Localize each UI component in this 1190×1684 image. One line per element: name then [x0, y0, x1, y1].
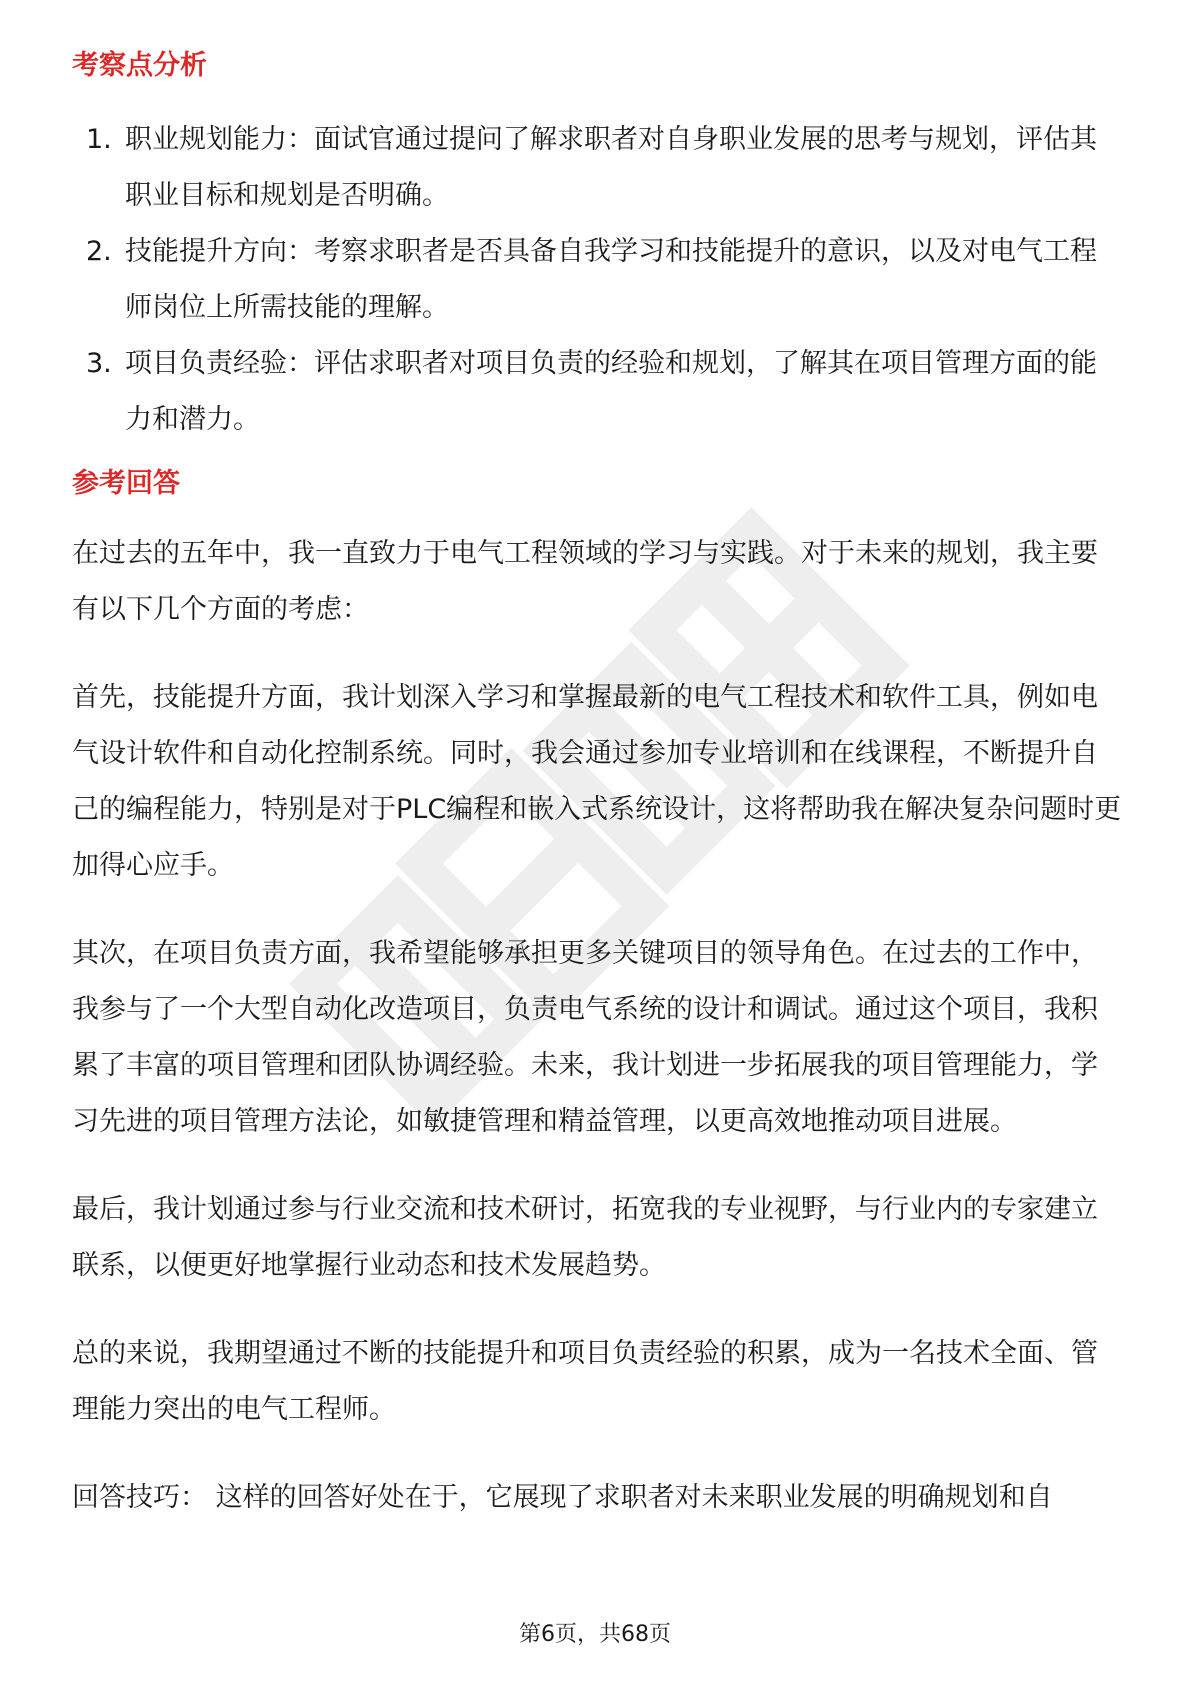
answer-paragraph: 其次，在项目负责方面，我希望能够承担更多关键项目的领导角色。在过去的工作中，我参与了一个大型自动化改造项目，负责电气系统的设计和调试。通过这个项目，我积累了丰富的项目管理和团队协调经验。未来，我计划进一步拓展我的项目管理能力，学习先进的项目管理方法论，如敏捷管理和精益管理，以更高效地推动项目进展。: [72, 938, 1098, 1137]
list-item-text: 技能提升方向：考察求职者是否具备自我学习和技能提升的意识，以及对电气工程师岗位上所需技能的理解。: [125, 236, 1097, 323]
list-item-text: 职业规划能力：面试官通过提问了解求职者对自身职业发展的思考与规划，评估其职业目标和规划是否明确。: [125, 124, 1097, 211]
list-item-number: 3.: [86, 348, 112, 379]
answer-paragraph: 在过去的五年中，我一直致力于电气工程领域的学习与实践。对于未来的规划，我主要有以下几个方面的考虑：: [72, 538, 1098, 625]
list-item-number: 1.: [86, 124, 112, 155]
list-item: [72, 336, 1122, 448]
answer-paragraph: 最后，我计划通过参与行业交流和技术研讨，拓宽我的专业视野，与行业内的专家建立联系，以便更好地掌握行业动态和技术发展趋势。: [72, 1194, 1098, 1281]
list-item: [72, 224, 1122, 336]
answer-tip-paragraph: 回答技巧： 这样的回答好处在于，它展现了求职者对未来职业发展的明确规划和自: [72, 1482, 1053, 1513]
section-title-reference-answer: 参考回答: [72, 468, 180, 499]
page-number: 第6页，共68页: [519, 1622, 671, 1647]
answer-paragraph: 首先，技能提升方面，我计划深入学习和掌握最新的电气工程技术和软件工具，例如电气设计软件和自动化控制系统。同时，我会通过参加专业培训和在线课程，不断提升自己的编程能力，特别是对于PLC编程和嵌入式系统设计，这将帮助我在解决复杂问题时更加得心应手。: [72, 682, 1122, 881]
page-content: [72, 46, 1122, 1526]
answer-paragraph: 总的来说，我期望通过不断的技能提升和项目负责经验的积累，成为一名技术全面、管理能力突出的电气工程师。: [72, 1338, 1098, 1425]
analysis-list: [72, 112, 1122, 448]
section-title-analysis: 考察点分析: [72, 50, 207, 81]
list-item: [72, 112, 1122, 224]
list-item-number: 2.: [86, 236, 112, 267]
list-item-text: 项目负责经验：评估求职者对项目负责的经验和规划，了解其在项目管理方面的能力和潜力。: [125, 348, 1097, 435]
